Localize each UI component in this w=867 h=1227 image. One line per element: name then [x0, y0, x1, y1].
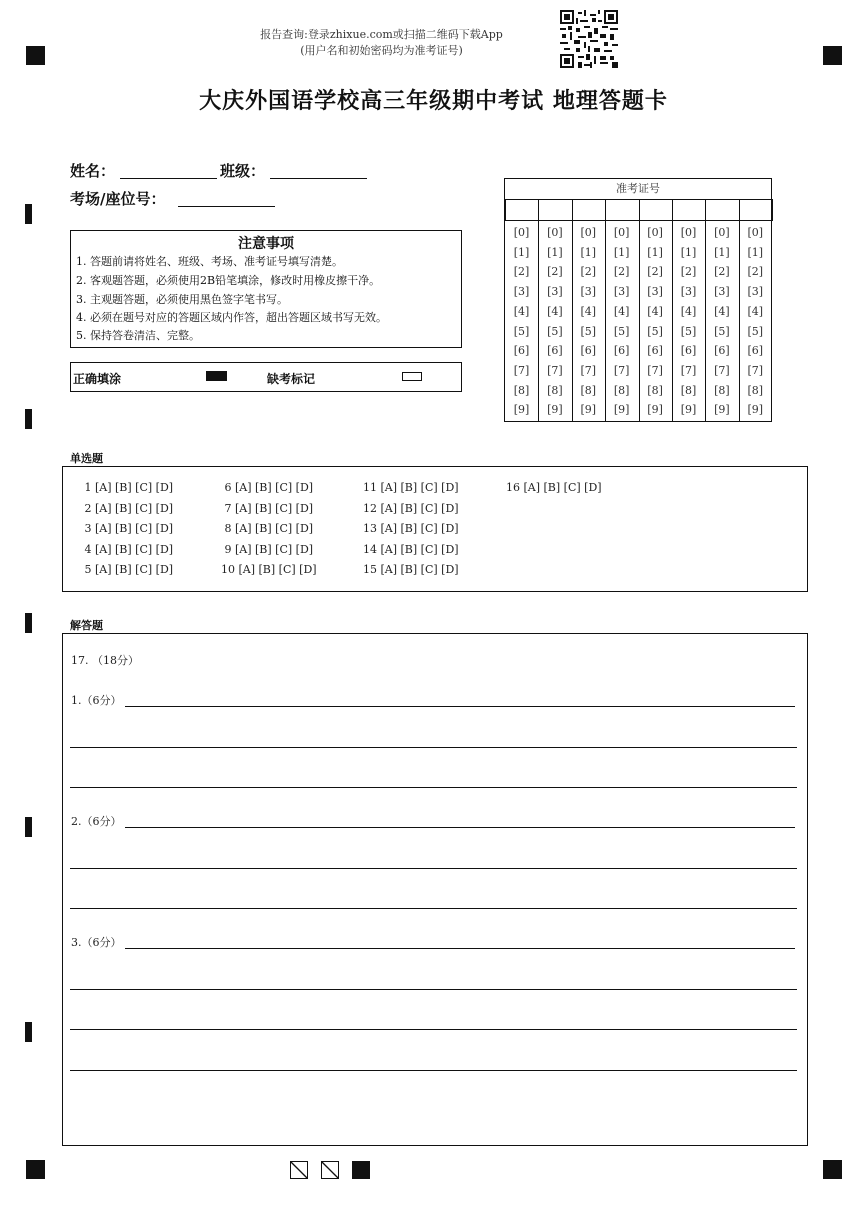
- admission-digit-bubble[interactable]: [3]: [513, 285, 530, 299]
- admission-digit-bubble[interactable]: [0]: [580, 226, 597, 239]
- mc-question-6[interactable]: 6 [A] [B] [C] [D]: [221, 481, 314, 494]
- admission-digit-bubble[interactable]: [7]: [547, 363, 563, 377]
- notice-item: 5. 保持答卷清洁、完整。: [76, 329, 200, 342]
- filled-box-icon: [352, 1161, 370, 1179]
- timing-mark: [25, 409, 32, 429]
- admission-digit-bubble[interactable]: [9]: [580, 403, 597, 417]
- admission-digit-bubble[interactable]: [7]: [647, 363, 663, 377]
- subquestion-1-label: 1.（6分）: [71, 694, 122, 707]
- admission-number-title: 准考证号: [505, 179, 771, 200]
- notice-item: 3. 主观题答题，必须使用黑色签字笔书写。: [76, 293, 288, 306]
- admission-digit-bubble[interactable]: [4]: [513, 304, 530, 318]
- corner-mark-top-right: [823, 46, 842, 65]
- admission-digit-bubble[interactable]: [7]: [580, 363, 597, 377]
- admission-digit-bubble[interactable]: [9]: [547, 403, 563, 417]
- answer-line[interactable]: [70, 908, 797, 909]
- admission-digit-bubble[interactable]: [8]: [547, 383, 563, 397]
- admission-digit-bubble[interactable]: [8]: [714, 383, 730, 397]
- mc-section-label: 单选题: [70, 452, 103, 465]
- admission-digit-input[interactable]: [538, 199, 572, 221]
- timing-mark: [25, 204, 32, 224]
- subquestion-2-label: 2.（6分）: [71, 815, 122, 828]
- admission-digit-bubble[interactable]: [5]: [580, 324, 597, 338]
- absent-mark-checkbox[interactable]: [402, 372, 422, 381]
- admission-digit-bubble[interactable]: [0]: [547, 226, 563, 239]
- admission-digit-bubble[interactable]: [1]: [647, 245, 663, 259]
- admission-digit-bubble[interactable]: [3]: [714, 285, 730, 299]
- mc-question-3[interactable]: 3 [A] [B] [C] [D]: [81, 522, 174, 535]
- admission-digit-bubble[interactable]: [4]: [714, 304, 730, 318]
- name-field[interactable]: [120, 178, 217, 179]
- seat-field[interactable]: [178, 206, 275, 207]
- crossed-box-icon: [321, 1161, 339, 1179]
- admission-digit-bubble[interactable]: [0]: [747, 226, 764, 239]
- absent-mark-label: 缺考标记: [267, 372, 316, 386]
- mc-question-11[interactable]: 11 [A] [B] [C] [D]: [363, 481, 459, 494]
- mc-question-16[interactable]: 16 [A] [B] [C] [D]: [506, 481, 602, 494]
- mc-question-1[interactable]: 1 [A] [B] [C] [D]: [81, 481, 174, 494]
- corner-mark-bottom-right: [823, 1160, 842, 1179]
- name-label: 姓名：: [70, 162, 116, 180]
- admission-digit-bubble[interactable]: [1]: [513, 245, 530, 259]
- admission-digit-bubble[interactable]: [5]: [613, 324, 630, 338]
- admission-digit-bubble[interactable]: [2]: [714, 265, 730, 279]
- admission-digit-bubble[interactable]: [9]: [513, 403, 530, 417]
- answer-line[interactable]: [70, 1070, 797, 1071]
- correct-fill-label: 正确填涂: [73, 372, 122, 386]
- mc-question-2[interactable]: 2 [A] [B] [C] [D]: [81, 501, 174, 515]
- admission-digit-input[interactable]: [705, 199, 739, 221]
- mc-question-8[interactable]: 8 [A] [B] [C] [D]: [221, 522, 314, 535]
- mc-question-10[interactable]: 10 [A] [B] [C] [D]: [221, 563, 317, 576]
- correct-fill-sample: [206, 371, 227, 381]
- admission-digit-bubble[interactable]: [6]: [547, 344, 563, 358]
- admission-digit-bubble[interactable]: [3]: [747, 285, 764, 299]
- admission-digit-bubble[interactable]: [6]: [680, 344, 697, 358]
- timing-mark: [25, 1022, 32, 1042]
- admission-digit-bubble[interactable]: [0]: [680, 226, 697, 239]
- admission-digit-bubble[interactable]: [8]: [747, 383, 764, 397]
- admission-digit-bubble[interactable]: [2]: [647, 265, 663, 279]
- admission-digit-bubble[interactable]: [4]: [680, 304, 697, 318]
- corner-mark-bottom-left: [26, 1160, 45, 1179]
- admission-digit-input[interactable]: [572, 199, 606, 221]
- mc-question-12[interactable]: 12 [A] [B] [C] [D]: [363, 501, 459, 515]
- admission-digit-bubble[interactable]: [6]: [647, 344, 663, 358]
- answer-line[interactable]: [125, 827, 795, 828]
- admission-digit-bubble[interactable]: [0]: [647, 226, 663, 239]
- mc-question-7[interactable]: 7 [A] [B] [C] [D]: [221, 501, 314, 515]
- admission-digit-bubble[interactable]: [3]: [580, 285, 597, 299]
- admission-digit-input[interactable]: [605, 199, 639, 221]
- mc-question-4[interactable]: 4 [A] [B] [C] [D]: [81, 542, 174, 556]
- admission-digit-bubble[interactable]: [0]: [714, 226, 730, 239]
- admission-digit-bubble[interactable]: [6]: [714, 344, 730, 358]
- admission-digit-bubble[interactable]: [8]: [580, 383, 597, 397]
- answer-line[interactable]: [70, 747, 797, 748]
- admission-digit-bubble[interactable]: [6]: [613, 344, 630, 358]
- admission-digit-bubble[interactable]: [4]: [613, 304, 630, 318]
- admission-digit-bubble[interactable]: [4]: [580, 304, 597, 318]
- notice-item: 4. 必须在题号对应的答题区域内作答，超出答题区域书写无效。: [76, 311, 387, 324]
- admission-digit-bubble[interactable]: [1]: [547, 245, 563, 259]
- timing-mark: [25, 817, 32, 837]
- admission-digit-bubble[interactable]: [4]: [647, 304, 663, 318]
- admission-digit-bubble[interactable]: [6]: [580, 344, 597, 358]
- subquestion-3-label: 3.（6分）: [71, 936, 122, 949]
- admission-digit-bubble[interactable]: [7]: [613, 363, 630, 377]
- fill-legend-box: [70, 362, 462, 392]
- answer-line[interactable]: [125, 706, 795, 707]
- notice-box: [70, 230, 462, 348]
- admission-digit-bubble[interactable]: [7]: [513, 363, 530, 377]
- admission-digit-bubble[interactable]: [2]: [747, 265, 764, 279]
- admission-digit-bubble[interactable]: [9]: [613, 403, 630, 417]
- page-title: 大庆外国语学校高三年级期中考试 地理答题卡: [199, 89, 668, 114]
- answer-line[interactable]: [70, 1029, 797, 1030]
- answer-section-label: 解答题: [70, 619, 103, 632]
- admission-digit-bubble[interactable]: [4]: [547, 304, 563, 318]
- admission-digit-bubble[interactable]: [3]: [547, 285, 563, 299]
- admission-digit-bubble[interactable]: [2]: [580, 265, 597, 279]
- admission-digit-bubble[interactable]: [9]: [647, 403, 663, 417]
- admission-digit-bubble[interactable]: [2]: [547, 265, 563, 279]
- admission-digit-bubble[interactable]: [3]: [647, 285, 663, 299]
- notice-item: 1. 答题前请将姓名、班级、考场、准考证号填写清楚。: [76, 255, 343, 268]
- answer-line[interactable]: [70, 989, 797, 990]
- admission-digit-bubble[interactable]: [3]: [680, 285, 697, 299]
- report-query-text: 报告查询:登录zhixue.com或扫描二维码下载App: [260, 28, 503, 41]
- admission-digit-bubble[interactable]: [2]: [613, 265, 630, 279]
- admission-digit-bubble[interactable]: [0]: [513, 226, 530, 239]
- answer-line[interactable]: [70, 787, 797, 788]
- admission-digit-input[interactable]: [639, 199, 673, 221]
- mc-box: [62, 466, 808, 592]
- admission-digit-bubble[interactable]: [5]: [747, 324, 764, 338]
- admission-digit-bubble[interactable]: [3]: [613, 285, 630, 299]
- qr-code-icon: [560, 10, 618, 68]
- admission-digit-bubble[interactable]: [1]: [613, 245, 630, 259]
- admission-digit-bubble[interactable]: [0]: [613, 226, 630, 239]
- admission-digit-bubble[interactable]: [6]: [747, 344, 764, 358]
- admission-digit-bubble[interactable]: [9]: [747, 403, 764, 417]
- class-label: 班级：: [220, 162, 266, 180]
- admission-digit-bubble[interactable]: [1]: [714, 245, 730, 259]
- question-17-label: 17. （18分）: [71, 654, 139, 667]
- admission-digit-bubble[interactable]: [5]: [714, 324, 730, 338]
- admission-digit-bubble[interactable]: [8]: [680, 383, 697, 397]
- admission-digit-input[interactable]: [739, 199, 773, 221]
- timing-mark: [25, 613, 32, 633]
- admission-number-grid: [504, 178, 772, 422]
- admission-digit-bubble[interactable]: [6]: [513, 344, 530, 358]
- admission-digit-bubble[interactable]: [8]: [613, 383, 630, 397]
- admission-digit-bubble[interactable]: [7]: [714, 363, 730, 377]
- notice-item: 2. 客观题答题，必须使用2B铅笔填涂，修改时用橡皮擦干净。: [76, 274, 381, 287]
- seat-label: 考场/座位号：: [70, 190, 166, 208]
- admission-digit-bubble[interactable]: [8]: [647, 383, 663, 397]
- login-hint-text: (用户名和初始密码均为准考证号): [300, 44, 463, 57]
- admission-digit-bubble[interactable]: [1]: [680, 245, 697, 259]
- admission-digit-bubble[interactable]: [4]: [747, 304, 764, 318]
- mc-question-9[interactable]: 9 [A] [B] [C] [D]: [221, 542, 314, 556]
- admission-digit-input[interactable]: [672, 199, 706, 221]
- admission-digit-bubble[interactable]: [1]: [580, 245, 597, 259]
- admission-digit-bubble[interactable]: [7]: [747, 363, 764, 377]
- admission-digit-bubble[interactable]: [9]: [714, 403, 730, 417]
- admission-digit-input[interactable]: [505, 199, 539, 221]
- admission-digit-bubble[interactable]: [5]: [547, 324, 563, 338]
- answer-box: [62, 633, 808, 1146]
- notice-title: 注意事项: [238, 236, 294, 252]
- mc-question-13[interactable]: 13 [A] [B] [C] [D]: [363, 522, 459, 535]
- mc-question-14[interactable]: 14 [A] [B] [C] [D]: [363, 542, 459, 556]
- admission-digit-bubble[interactable]: [2]: [680, 265, 697, 279]
- admission-digit-bubble[interactable]: [5]: [513, 324, 530, 338]
- admission-digit-bubble[interactable]: [9]: [680, 403, 697, 417]
- class-field[interactable]: [270, 178, 367, 179]
- admission-digit-bubble[interactable]: [5]: [647, 324, 663, 338]
- admission-digit-bubble[interactable]: [5]: [680, 324, 697, 338]
- crossed-box-icon: [290, 1161, 308, 1179]
- admission-digit-bubble[interactable]: [2]: [513, 265, 530, 279]
- mc-question-15[interactable]: 15 [A] [B] [C] [D]: [363, 563, 459, 576]
- admission-digit-bubble[interactable]: [7]: [680, 363, 697, 377]
- answer-line[interactable]: [125, 948, 795, 949]
- admission-digit-bubble[interactable]: [1]: [747, 245, 764, 259]
- mc-question-5[interactable]: 5 [A] [B] [C] [D]: [81, 563, 174, 576]
- admission-digit-bubble[interactable]: [8]: [513, 383, 530, 397]
- answer-line[interactable]: [70, 868, 797, 869]
